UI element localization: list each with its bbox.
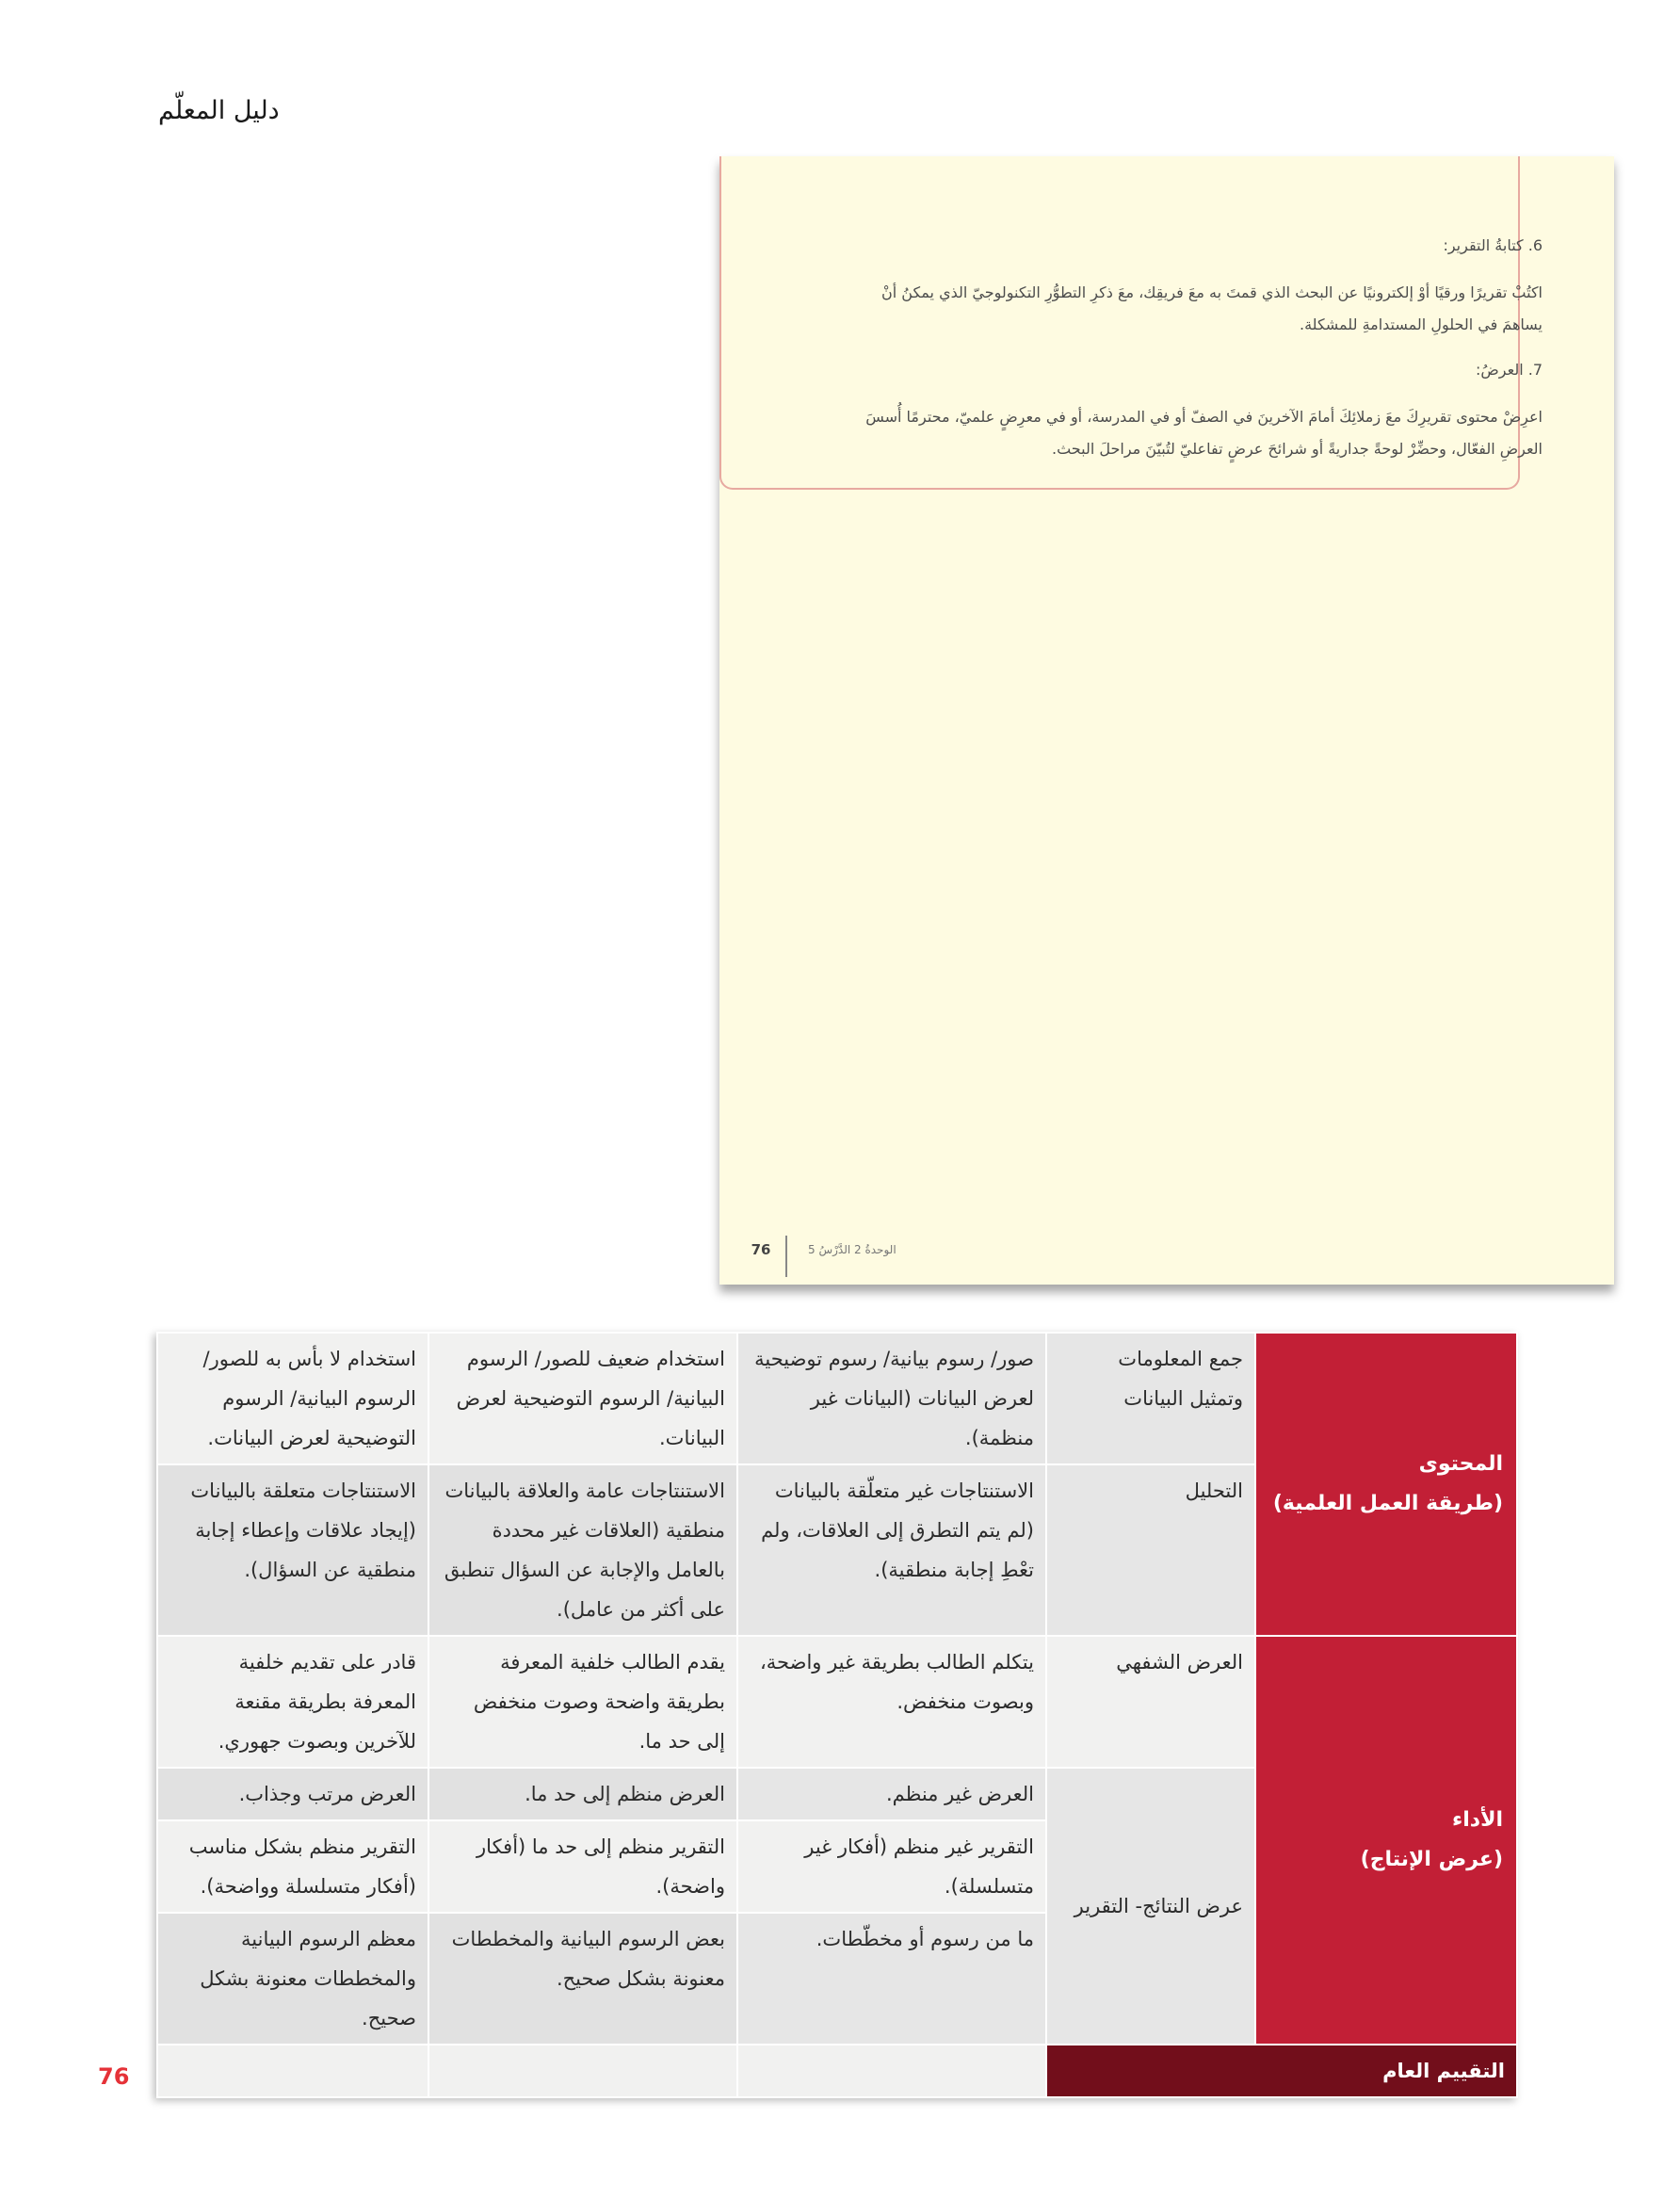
category-content: المحتوى (طريقة العمل العلمية): [1255, 1333, 1517, 1636]
level-3-cell: التقرير منظم بشكل مناسب (أفكار متسلسلة وواضحة).: [157, 1820, 428, 1913]
criterion-cell: جمع المعلومات وتمثيل البيانات: [1046, 1333, 1255, 1464]
level-3-cell: الاستنتاجات متعلقة بالبيانات (إيجاد علاقات وإعطاء إجابة منطقية عن السؤال).: [157, 1464, 428, 1636]
page-number: 76: [98, 2063, 130, 2090]
level-1-cell: ما من رسوم أو مخطّطات.: [737, 1913, 1046, 2045]
criterion-cell: العرض الشفهي: [1046, 1636, 1255, 1768]
total-level-3-cell: [157, 2045, 428, 2097]
category-performance: الأداء (عرض الإنتاج): [1255, 1636, 1517, 2045]
table-row: [157, 1333, 1517, 1464]
level-3-cell: معظم الرسوم البيانية والمخططات معنونة بشكل صحيح.: [157, 1913, 428, 2045]
table-row: [157, 1636, 1517, 1768]
level-3-cell: استخدام لا بأس به للصور/ الرسوم البيانية/ الرسوم التوضيحية لعرض البيانات.: [157, 1333, 428, 1464]
textbook-page-number: 76: [751, 1241, 771, 1258]
level-1-cell: التقرير غير منظم (أفكار غير متسلسلة).: [737, 1820, 1046, 1913]
step7-title: 7. العرضُ:: [1476, 361, 1543, 379]
page-header-title: دليل المعلّم: [158, 96, 280, 125]
level-2-cell: بعض الرسوم البيانية والمخططات معنونة بشكل صحيح.: [428, 1913, 737, 2045]
criterion-cell: عرض النتائج- التقرير: [1046, 1768, 1255, 2045]
level-1-cell: صور/ رسوم بيانية/ رسوم توضيحية لعرض البيانات (البيانات غير منظمة).: [737, 1333, 1046, 1464]
level-2-cell: استخدام ضعيف للصور/ الرسوم البيانية/ الرسوم التوضيحية لعرض البيانات.: [428, 1333, 737, 1464]
unit-lesson-label: الوحدةُ 2 الدَّرْسُ 5: [808, 1243, 897, 1256]
level-3-cell: العرض مرتب وجذاب.: [157, 1768, 428, 1820]
level-1-cell: يتكلم الطالب بطريقة غير واضحة، وبصوت منخفض.: [737, 1636, 1046, 1768]
step6-text: اكتُبْ تقريرًا ورقيًا أوْ إلكترونيًا عن البحث الذي قمتَ به معَ فريقِك، معَ ذكرِ التطوُّرِ التكنولوجيّ الذي يمكنُ أنْ يساهمَ في الحلولِ المستدامةِ للمشكلة.: [881, 283, 1543, 333]
textbook-footer: [748, 1236, 936, 1277]
overall-assessment-label: التقييم العام: [1046, 2045, 1517, 2097]
criterion-cell: التحليل: [1046, 1464, 1255, 1636]
level-1-cell: العرض غير منظم.: [737, 1768, 1046, 1820]
level-3-cell: قادر على تقديم خلفية المعرفة بطريقة مقنعة للآخرين وبصوت جهوري.: [157, 1636, 428, 1768]
total-level-1-cell: [737, 2045, 1046, 2097]
level-2-cell: الاستنتاجات عامة والعلاقة بالبيانات منطقية (العلاقات غير محددة بالعامل والإجابة عن السؤال تنطبق على أكثر من عامل).: [428, 1464, 737, 1636]
step6-title: 6. كتابةُ التقرير:: [1443, 236, 1543, 254]
footer-divider: [785, 1236, 787, 1277]
total-level-2-cell: [428, 2045, 737, 2097]
table-row-total: [157, 2045, 1517, 2097]
level-1-cell: الاستنتاجات غير متعلّقة بالبيانات (لم يتم التطرق إلى العلاقات، ولم تعْطِ إجابة منطقية).: [737, 1464, 1046, 1636]
level-2-cell: العرض منظم إلى حد ما.: [428, 1768, 737, 1820]
assessment-rubric-table: [156, 1332, 1518, 2098]
level-2-cell: التقرير منظم إلى حد ما (أفكار واضحة).: [428, 1820, 737, 1913]
step7-text: اعرِضْ محتوى تقريرِكَ معَ زملائِكَ أمامَ الآخرينَ في الصفّ أو في المدرسة، أو في معرِضٍ علميّ، محترمًا أُسسَ العرضِ الفعّال، وحضِّرْ لوحةً جداريةً أو شرائحَ عرضٍ تفاعليّ لتُبيّنَ مراحلَ البحث.: [865, 408, 1543, 458]
level-2-cell: يقدم الطالب خلفية المعرفة بطريقة واضحة وصوت منخفض إلى حد ما.: [428, 1636, 737, 1768]
